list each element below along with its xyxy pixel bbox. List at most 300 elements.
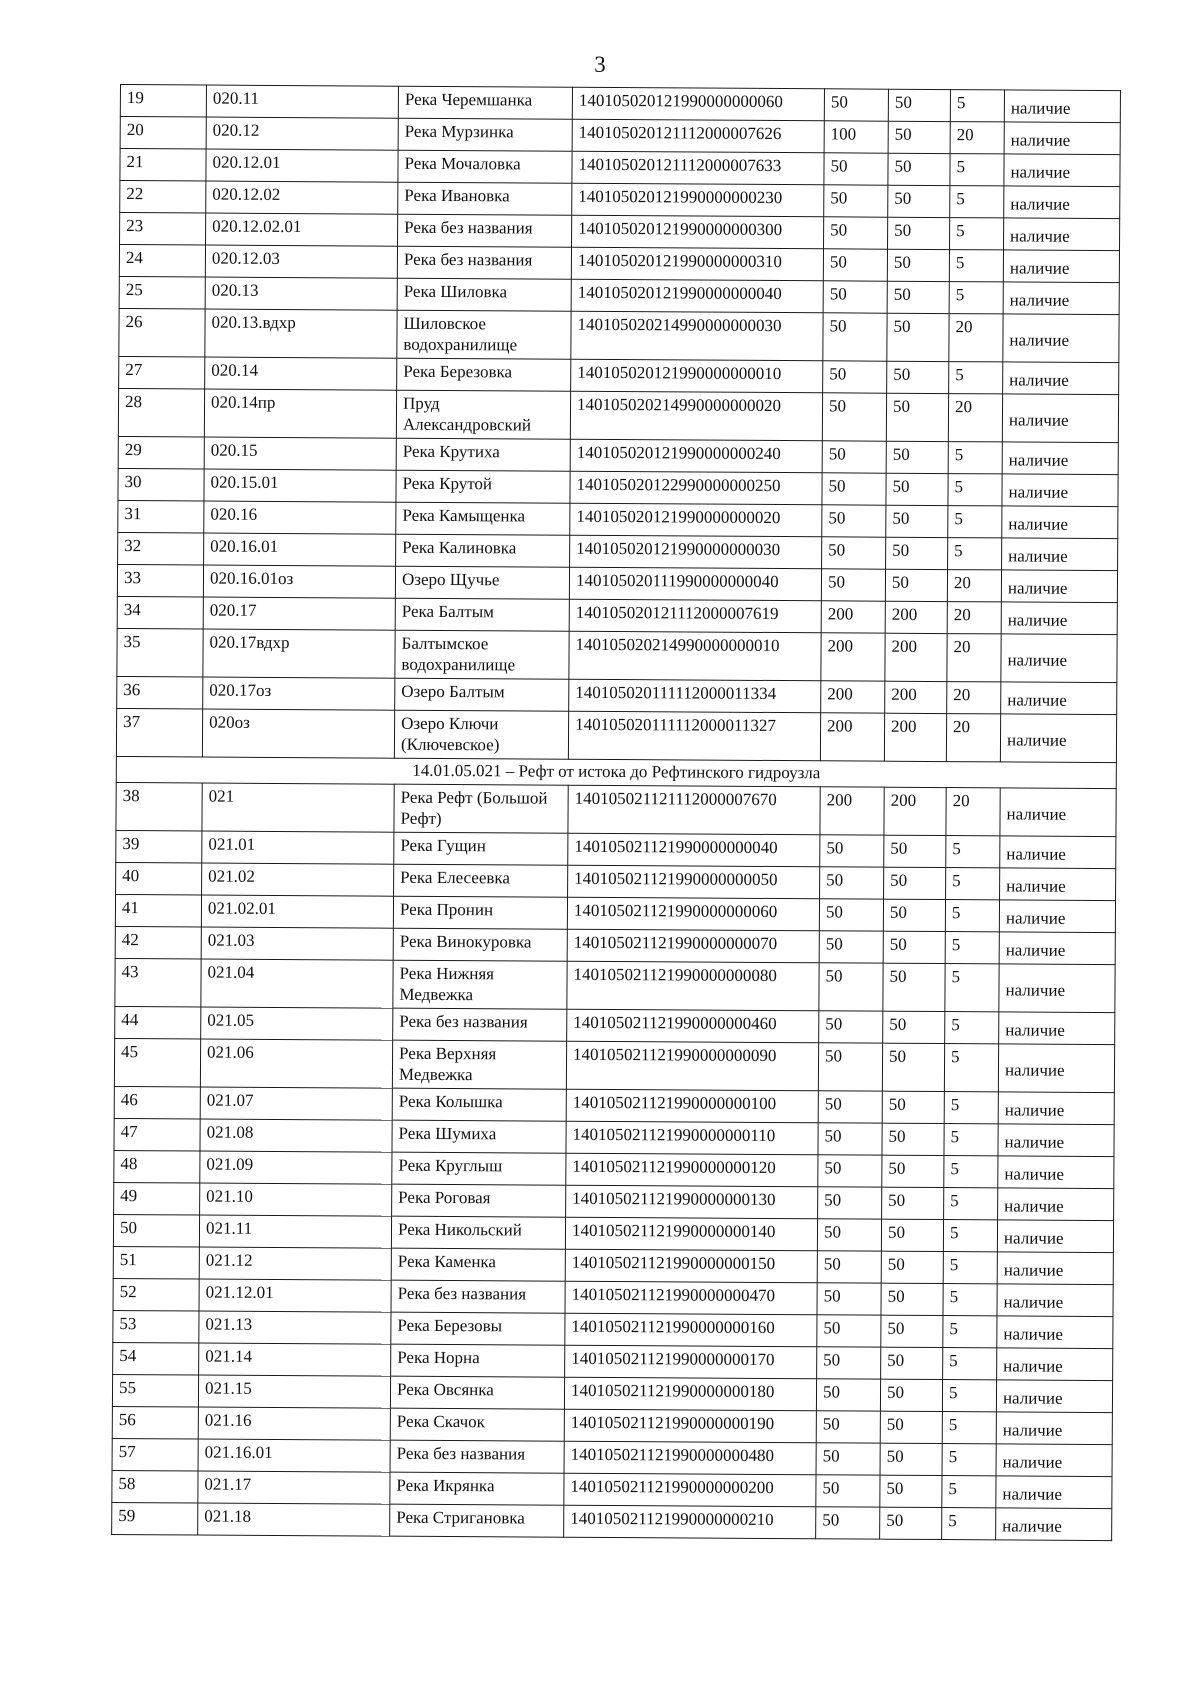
registry-id-cell: 140105021121990000000130 <box>566 1185 818 1219</box>
second-value-cell: 50 <box>888 153 950 185</box>
second-value-cell: 50 <box>887 249 949 281</box>
status-cell: наличие <box>996 1412 1112 1445</box>
width-value-cell: 50 <box>816 1507 880 1539</box>
registry-id-cell: 140105021121990000000190 <box>564 1409 816 1443</box>
code-cell: 021.09 <box>200 1151 392 1184</box>
width-value-cell: 50 <box>817 1347 881 1379</box>
status-cell: наличие <box>1002 538 1118 571</box>
status-cell: наличие <box>997 1252 1113 1285</box>
row-number-cell: 21 <box>120 149 206 182</box>
row-number-cell: 51 <box>113 1246 199 1279</box>
registry-id-cell: 140105021121112000007670 <box>568 785 820 835</box>
table-row <box>115 958 1115 1012</box>
row-number-cell: 28 <box>118 388 204 437</box>
row-number-cell: 56 <box>112 1406 198 1439</box>
status-cell: наличие <box>1000 868 1116 901</box>
status-cell: наличие <box>1000 788 1116 837</box>
registry-id-cell: 140105021121990000000150 <box>565 1249 817 1283</box>
registry-id-cell: 140105020214990000000020 <box>570 391 822 441</box>
width-value-cell: 50 <box>822 393 886 441</box>
width-value-cell: 50 <box>816 1443 880 1475</box>
third-value-cell: 5 <box>942 1444 996 1476</box>
water-body-name-cell: Река Норна <box>391 1344 565 1377</box>
third-value-cell: 20 <box>947 634 1001 682</box>
registry-id-cell: 140105020111112000011334 <box>569 679 821 713</box>
third-value-cell: 5 <box>949 250 1003 282</box>
width-value-cell: 200 <box>821 633 885 681</box>
second-value-cell: 50 <box>888 121 950 153</box>
third-value-cell: 5 <box>945 900 999 932</box>
registry-id-cell: 140105020121990000000300 <box>572 215 824 249</box>
registry-id-cell: 140105020121990000000030 <box>570 535 822 569</box>
second-value-cell: 50 <box>887 281 949 313</box>
registry-id-cell: 140105021121990000000470 <box>565 1281 817 1315</box>
water-body-name-cell: Шиловское водохранилище <box>397 310 571 359</box>
second-value-cell: 50 <box>884 835 946 867</box>
water-body-name-cell: Озеро Щучье <box>395 566 569 599</box>
second-value-cell: 50 <box>883 963 945 1011</box>
width-value-cell: 50 <box>822 537 886 569</box>
code-cell: 021.18 <box>198 1503 390 1536</box>
width-value-cell: 200 <box>820 787 884 835</box>
second-value-cell: 50 <box>880 1443 942 1475</box>
status-cell: наличие <box>1003 250 1119 283</box>
row-number-cell: 52 <box>113 1278 199 1311</box>
third-value-cell: 20 <box>946 714 1000 762</box>
third-value-cell: 5 <box>944 1188 998 1220</box>
table-row <box>118 388 1118 442</box>
width-value-cell: 50 <box>818 1123 882 1155</box>
water-body-name-cell: Река без названия <box>398 214 572 247</box>
code-cell: 021.02.01 <box>201 895 393 928</box>
status-cell: наличие <box>997 1348 1113 1381</box>
water-body-name-cell: Пруд Александровский <box>396 390 570 439</box>
width-value-cell: 200 <box>821 681 885 713</box>
registry-id-cell: 140105020121990000000240 <box>570 439 822 473</box>
status-cell: наличие <box>997 1316 1113 1349</box>
table-row <box>116 782 1116 836</box>
water-body-name-cell: Река без названия <box>390 1440 564 1473</box>
row-number-cell: 41 <box>115 894 201 927</box>
registry-id-cell: 140105021121990000000170 <box>565 1345 817 1379</box>
table-container <box>111 84 1120 1541</box>
second-value-cell: 50 <box>881 1219 943 1251</box>
width-value-cell: 50 <box>822 441 886 473</box>
third-value-cell: 5 <box>946 836 1000 868</box>
third-value-cell: 5 <box>950 186 1004 218</box>
registry-id-cell: 140105021121990000000120 <box>566 1153 818 1187</box>
table-row <box>112 1502 1112 1540</box>
width-value-cell: 50 <box>824 153 888 185</box>
second-value-cell: 50 <box>882 1123 944 1155</box>
registry-id-cell: 140105020121990000000060 <box>572 87 824 121</box>
second-value-cell: 50 <box>881 1283 943 1315</box>
water-body-name-cell: Река без названия <box>397 246 571 279</box>
status-cell: наличие <box>1001 602 1117 635</box>
third-value-cell: 20 <box>947 602 1001 634</box>
third-value-cell: 5 <box>948 474 1002 506</box>
second-value-cell: 50 <box>888 89 950 121</box>
status-cell: наличие <box>1004 218 1120 251</box>
code-cell: 020.12 <box>206 117 398 150</box>
code-cell: 020.14 <box>205 357 397 390</box>
water-body-name-cell: Река Роговая <box>392 1184 566 1217</box>
water-body-name-cell: Река Мурзинка <box>398 118 572 151</box>
width-value-cell: 50 <box>817 1315 881 1347</box>
third-value-cell: 20 <box>947 682 1001 714</box>
status-cell: наличие <box>998 1044 1114 1093</box>
registry-id-cell: 140105020121990000000310 <box>571 247 823 281</box>
row-number-cell: 20 <box>120 117 206 150</box>
second-value-cell: 50 <box>880 1475 942 1507</box>
status-cell: наличие <box>1004 186 1120 219</box>
code-cell: 020.16 <box>204 501 396 534</box>
width-value-cell: 50 <box>823 361 887 393</box>
second-value-cell: 50 <box>882 1043 944 1091</box>
third-value-cell: 20 <box>950 122 1004 154</box>
code-cell: 021.08 <box>200 1119 392 1152</box>
status-cell: наличие <box>1001 682 1117 715</box>
code-cell: 020.16.01оз <box>203 565 395 598</box>
code-cell: 020.17оз <box>203 677 395 710</box>
third-value-cell: 5 <box>948 538 1002 570</box>
width-value-cell: 100 <box>824 121 888 153</box>
width-value-cell: 50 <box>823 249 887 281</box>
code-cell: 020.13 <box>205 277 397 310</box>
code-cell: 021.07 <box>200 1087 392 1120</box>
water-body-name-cell: Река Нижняя Медвежка <box>393 960 567 1009</box>
third-value-cell: 20 <box>947 570 1001 602</box>
row-number-cell: 42 <box>115 926 201 959</box>
third-value-cell: 5 <box>946 868 1000 900</box>
third-value-cell: 5 <box>943 1284 997 1316</box>
water-body-name-cell: Река Ивановка <box>398 182 572 215</box>
second-value-cell: 200 <box>885 601 947 633</box>
table-row <box>119 308 1119 362</box>
row-number-cell: 34 <box>117 596 203 629</box>
width-value-cell: 50 <box>816 1411 880 1443</box>
third-value-cell: 20 <box>948 394 1002 442</box>
status-cell: наличие <box>998 1092 1114 1125</box>
row-number-cell: 23 <box>120 213 206 246</box>
second-value-cell: 50 <box>882 1155 944 1187</box>
registry-id-cell: 140105021121990000000080 <box>567 961 819 1011</box>
registry-id-cell: 140105021121990000000090 <box>566 1041 818 1091</box>
status-cell: наличие <box>1001 570 1117 603</box>
code-cell: 020.12.02.01 <box>206 213 398 246</box>
third-value-cell: 5 <box>949 282 1003 314</box>
second-value-cell: 200 <box>885 633 947 681</box>
registry-id-cell: 140105020121990000000020 <box>570 503 822 537</box>
row-number-cell: 19 <box>120 85 206 118</box>
code-cell: 020.12.01 <box>206 149 398 182</box>
third-value-cell: 20 <box>946 788 1000 836</box>
status-cell: наличие <box>996 1508 1112 1541</box>
row-number-cell: 33 <box>117 564 203 597</box>
row-number-cell: 24 <box>119 245 205 278</box>
width-value-cell: 50 <box>821 569 885 601</box>
water-body-name-cell: Река Пронин <box>393 896 567 929</box>
second-value-cell: 200 <box>884 787 946 835</box>
code-cell: 021.12 <box>199 1247 391 1280</box>
registry-id-cell: 140105021121990000000160 <box>565 1313 817 1347</box>
table-row <box>116 708 1116 762</box>
registry-id-cell: 140105021121990000000070 <box>567 929 819 963</box>
row-number-cell: 29 <box>118 436 204 469</box>
width-value-cell: 50 <box>819 899 883 931</box>
row-number-cell: 57 <box>112 1438 198 1471</box>
third-value-cell: 5 <box>945 1012 999 1044</box>
water-body-name-cell: Река Никольский <box>391 1216 565 1249</box>
row-number-cell: 40 <box>116 862 202 895</box>
third-value-cell: 5 <box>943 1348 997 1380</box>
second-value-cell: 50 <box>882 1091 944 1123</box>
row-number-cell: 44 <box>115 1006 201 1039</box>
water-body-name-cell: Река Черемшанка <box>398 86 572 119</box>
water-body-name-cell: Река без названия <box>393 1008 567 1041</box>
water-body-name-cell: Озеро Ключи (Ключевское) <box>394 710 568 759</box>
registry-id-cell: 140105020214990000000010 <box>569 631 821 681</box>
code-cell: 020.12.02 <box>206 181 398 214</box>
third-value-cell: 5 <box>945 932 999 964</box>
status-cell: наличие <box>998 1156 1114 1189</box>
code-cell: 021.13 <box>199 1311 391 1344</box>
width-value-cell: 50 <box>819 931 883 963</box>
registry-id-cell: 140105021121990000000060 <box>567 897 819 931</box>
width-value-cell: 50 <box>818 1187 882 1219</box>
water-body-name-cell: Река Шиловка <box>397 278 571 311</box>
row-number-cell: 59 <box>112 1502 198 1535</box>
width-value-cell: 50 <box>822 505 886 537</box>
code-cell: 021.01 <box>202 831 394 864</box>
second-value-cell: 50 <box>886 393 948 441</box>
row-number-cell: 35 <box>117 628 203 677</box>
second-value-cell: 50 <box>888 217 950 249</box>
second-value-cell: 50 <box>888 185 950 217</box>
status-cell: наличие <box>1002 442 1118 475</box>
status-cell: наличие <box>1002 474 1118 507</box>
code-cell: 021.15 <box>198 1375 390 1408</box>
width-value-cell: 50 <box>823 313 887 361</box>
water-body-name-cell: Река Верхняя Медвежка <box>392 1040 566 1089</box>
status-cell: наличие <box>1003 362 1119 395</box>
water-body-name-cell: Река Березовка <box>397 358 571 391</box>
registry-id-cell: 140105020121112000007633 <box>572 151 824 185</box>
third-value-cell: 5 <box>942 1508 996 1540</box>
registry-id-cell: 140105020214990000000030 <box>571 311 823 361</box>
row-number-cell: 30 <box>118 468 204 501</box>
third-value-cell: 5 <box>944 1092 998 1124</box>
code-cell: 020.11 <box>206 85 398 118</box>
status-cell: наличие <box>1002 506 1118 539</box>
code-cell: 021.03 <box>201 927 393 960</box>
second-value-cell: 50 <box>881 1347 943 1379</box>
third-value-cell: 5 <box>948 442 1002 474</box>
status-cell: наличие <box>997 1220 1113 1253</box>
width-value-cell: 50 <box>820 867 884 899</box>
row-number-cell: 58 <box>112 1470 198 1503</box>
width-value-cell: 50 <box>817 1283 881 1315</box>
registry-id-cell: 140105021121990000000210 <box>564 1505 816 1539</box>
third-value-cell: 5 <box>950 218 1004 250</box>
width-value-cell: 50 <box>818 1091 882 1123</box>
second-value-cell: 50 <box>886 473 948 505</box>
registry-id-cell: 140105020121112000007619 <box>569 599 821 633</box>
row-number-cell: 32 <box>118 532 204 565</box>
registry-id-cell: 140105021121990000000140 <box>565 1217 817 1251</box>
row-number-cell: 36 <box>117 676 203 709</box>
second-value-cell: 50 <box>886 441 948 473</box>
row-number-cell: 39 <box>116 830 202 863</box>
registry-id-cell: 140105020121112000007626 <box>572 119 824 153</box>
third-value-cell: 5 <box>944 1156 998 1188</box>
third-value-cell: 5 <box>943 1316 997 1348</box>
code-cell: 020.17вдхр <box>203 629 395 678</box>
water-body-name-cell: Река Березовы <box>391 1312 565 1345</box>
row-number-cell: 25 <box>119 276 205 309</box>
status-cell: наличие <box>1002 394 1118 443</box>
status-cell: наличие <box>998 1188 1114 1221</box>
row-number-cell: 38 <box>116 782 202 831</box>
code-cell: 021.10 <box>200 1183 392 1216</box>
registry-id-cell: 140105020122990000000250 <box>570 471 822 505</box>
water-body-name-cell: Река Круглыш <box>392 1152 566 1185</box>
third-value-cell: 5 <box>950 90 1004 122</box>
row-number-cell: 37 <box>116 708 202 757</box>
width-value-cell: 50 <box>824 89 888 121</box>
second-value-cell: 50 <box>883 1011 945 1043</box>
second-value-cell: 50 <box>880 1379 942 1411</box>
second-value-cell: 50 <box>887 313 949 361</box>
second-value-cell: 50 <box>881 1251 943 1283</box>
width-value-cell: 50 <box>819 1011 883 1043</box>
status-cell: наличие <box>1003 282 1119 315</box>
status-cell: наличие <box>999 964 1115 1013</box>
row-number-cell: 31 <box>118 500 204 533</box>
second-value-cell: 50 <box>883 899 945 931</box>
third-value-cell: 5 <box>948 506 1002 538</box>
code-cell: 021.16.01 <box>198 1439 390 1472</box>
code-cell: 020.15.01 <box>204 469 396 502</box>
width-value-cell: 200 <box>821 601 885 633</box>
status-cell: наличие <box>996 1444 1112 1477</box>
status-cell: наличие <box>997 1284 1113 1317</box>
row-number-cell: 53 <box>113 1310 199 1343</box>
registry-id-cell: 140105021121990000000110 <box>566 1121 818 1155</box>
third-value-cell: 5 <box>950 154 1004 186</box>
registry-id-cell: 140105020121990000000010 <box>571 359 823 393</box>
width-value-cell: 50 <box>824 185 888 217</box>
water-body-name-cell: Река Каменка <box>391 1248 565 1281</box>
third-value-cell: 5 <box>949 362 1003 394</box>
water-body-name-cell: Река Балтым <box>395 598 569 631</box>
water-body-name-cell: Река Стригановка <box>390 1504 564 1537</box>
second-value-cell: 50 <box>887 361 949 393</box>
code-cell: 020.15 <box>204 437 396 470</box>
code-cell: 021.02 <box>202 863 394 896</box>
status-cell: наличие <box>1000 714 1116 763</box>
row-number-cell: 45 <box>114 1038 200 1087</box>
registry-id-cell: 140105021121990000000100 <box>566 1089 818 1123</box>
code-cell: 021.05 <box>201 1007 393 1040</box>
third-value-cell: 5 <box>944 1124 998 1156</box>
status-cell: наличие <box>1003 314 1119 363</box>
registry-id-cell: 140105021121990000000480 <box>564 1441 816 1475</box>
water-body-name-cell: Река Колышка <box>392 1088 566 1121</box>
second-value-cell: 50 <box>884 867 946 899</box>
row-number-cell: 54 <box>113 1342 199 1375</box>
water-body-name-cell: Балтымское водохранилище <box>395 630 569 679</box>
water-body-name-cell: Река Камыщенка <box>396 502 570 535</box>
code-cell: 020.13.вдхр <box>205 309 397 358</box>
code-cell: 021.14 <box>199 1343 391 1376</box>
water-body-name-cell: Река Крутой <box>396 470 570 503</box>
row-number-cell: 47 <box>114 1118 200 1151</box>
registry-id-cell: 140105020121990000000040 <box>571 279 823 313</box>
water-body-name-cell: Река Овсянка <box>390 1376 564 1409</box>
width-value-cell: 50 <box>817 1251 881 1283</box>
status-cell: наличие <box>1001 634 1117 683</box>
registry-id-cell: 140105021121990000000180 <box>564 1377 816 1411</box>
registry-id-cell: 140105020111990000000040 <box>569 567 821 601</box>
status-cell: наличие <box>999 900 1115 933</box>
second-value-cell: 50 <box>883 931 945 963</box>
row-number-cell: 50 <box>113 1214 199 1247</box>
row-number-cell: 27 <box>119 356 205 389</box>
water-body-name-cell: Река Крутиха <box>396 438 570 471</box>
width-value-cell: 200 <box>820 713 884 761</box>
status-cell: наличие <box>996 1476 1112 1509</box>
water-body-name-cell: Река Гущин <box>394 832 568 865</box>
table-row <box>117 628 1117 682</box>
code-cell: 020.12.03 <box>205 245 397 278</box>
second-value-cell: 50 <box>885 569 947 601</box>
width-value-cell: 50 <box>820 835 884 867</box>
third-value-cell: 5 <box>944 1044 998 1092</box>
status-cell: наличие <box>998 1124 1114 1157</box>
status-cell: наличие <box>1004 122 1120 155</box>
width-value-cell: 50 <box>819 963 883 1011</box>
second-value-cell: 200 <box>884 713 946 761</box>
water-body-name-cell: Озеро Балтым <box>395 678 569 711</box>
code-cell: 021.16 <box>198 1407 390 1440</box>
width-value-cell: 50 <box>816 1379 880 1411</box>
second-value-cell: 50 <box>880 1411 942 1443</box>
code-cell: 021.17 <box>198 1471 390 1504</box>
water-body-name-cell: Река Мочаловка <box>398 150 572 183</box>
row-number-cell: 46 <box>114 1086 200 1119</box>
second-value-cell: 50 <box>886 505 948 537</box>
code-cell: 021 <box>202 783 394 832</box>
second-value-cell: 200 <box>885 681 947 713</box>
third-value-cell: 5 <box>942 1476 996 1508</box>
registry-id-cell: 140105021121990000000050 <box>568 865 820 899</box>
status-cell: наличие <box>999 1012 1115 1045</box>
second-value-cell: 50 <box>881 1315 943 1347</box>
code-cell: 020.16.01 <box>204 533 396 566</box>
registry-id-cell: 140105020111112000011327 <box>568 711 820 761</box>
code-cell: 021.06 <box>200 1039 392 1088</box>
code-cell: 020.14пр <box>204 389 396 438</box>
width-value-cell: 50 <box>818 1155 882 1187</box>
width-value-cell: 50 <box>817 1219 881 1251</box>
code-cell: 021.12.01 <box>199 1279 391 1312</box>
registry-id-cell: 140105021121990000000200 <box>564 1473 816 1507</box>
table-body <box>112 85 1121 1541</box>
third-value-cell: 5 <box>942 1412 996 1444</box>
water-body-name-cell: Река Рефт (Большой Рефт) <box>394 784 568 833</box>
status-cell: наличие <box>1004 90 1120 123</box>
